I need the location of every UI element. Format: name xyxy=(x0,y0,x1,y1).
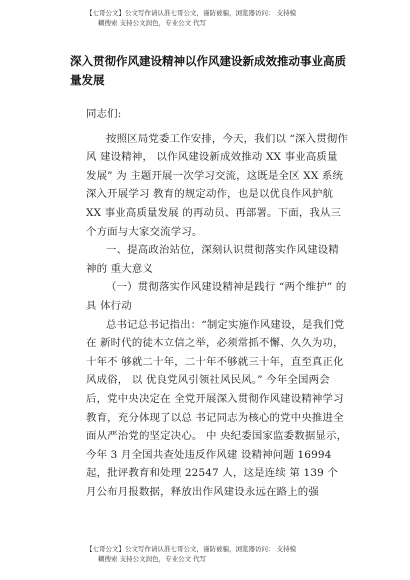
document-title: 深入贯彻作风建设精神以作风建设新成效推动事业高质量发展 xyxy=(70,54,346,87)
subsection-heading-1: （一）贯彻落实作风建设精神是践行 “两个维护” 的具 体行动 xyxy=(86,281,347,312)
header-banner xyxy=(86,8,332,28)
header-line-1: 【七哥公文】公文写作请认准七哥公文，谨防被骗，浏览器访问： 支持模 xyxy=(86,9,297,17)
document-body xyxy=(86,105,348,501)
greeting: 同志们: xyxy=(86,108,122,120)
intro-paragraph: 按照区局党委工作安排，今天，我们以 “深入贯彻作风 建设精神， 以作风建设新成效推动 XX 事业高质量发展” 为 主题开展一次学习交流，这既是全区 XX 系统深入开展学习 教育的规定动作，也是以优良作风护航 XX 事业高质量发展 的再动员、再部署。下面，我从三个方面与大家交流学习。 xyxy=(86,132,349,238)
header-line-2: 糊搜索 支持公文润色，专业公文 代写 xyxy=(98,19,207,27)
footer-line-2: 糊搜索 支持公文润色，专业公文 代写 xyxy=(98,555,207,563)
body-paragraph: 总书记总书记指出：“制定实施作风建设，是我们党在 新时代的徒木立信之举，必须常抓不懈、久久为功，十年不 够就二十年，二十年不够就三十年，直至真正化风成俗， 以 优良党风引领社风民风。” 今年全国两会后，党中央决定在 全党开展深入贯彻作风建设精神学习教育，充分体现了以总 书记同志为核心的党中央推进全面从严治党的坚定决心。 中 央纪委国家监委数据显示，今年 3 月全国共查处违反作风建 设精神问题 16994 起，批评教育和处理 22547 人，这是连续 第 139 个月公布月报数据，释放出作风建设永远在路上的强 xyxy=(86,318,348,498)
footer-banner xyxy=(86,544,332,564)
footer-line-1: 【七哥公文】公文写作请认准七哥公文，谨防被骗，浏览器访问： 支持模 xyxy=(86,545,297,553)
section-heading-1: 一、提高政治站位，深刻认识贯彻落实作风建设精神的 重大意义 xyxy=(86,244,339,275)
